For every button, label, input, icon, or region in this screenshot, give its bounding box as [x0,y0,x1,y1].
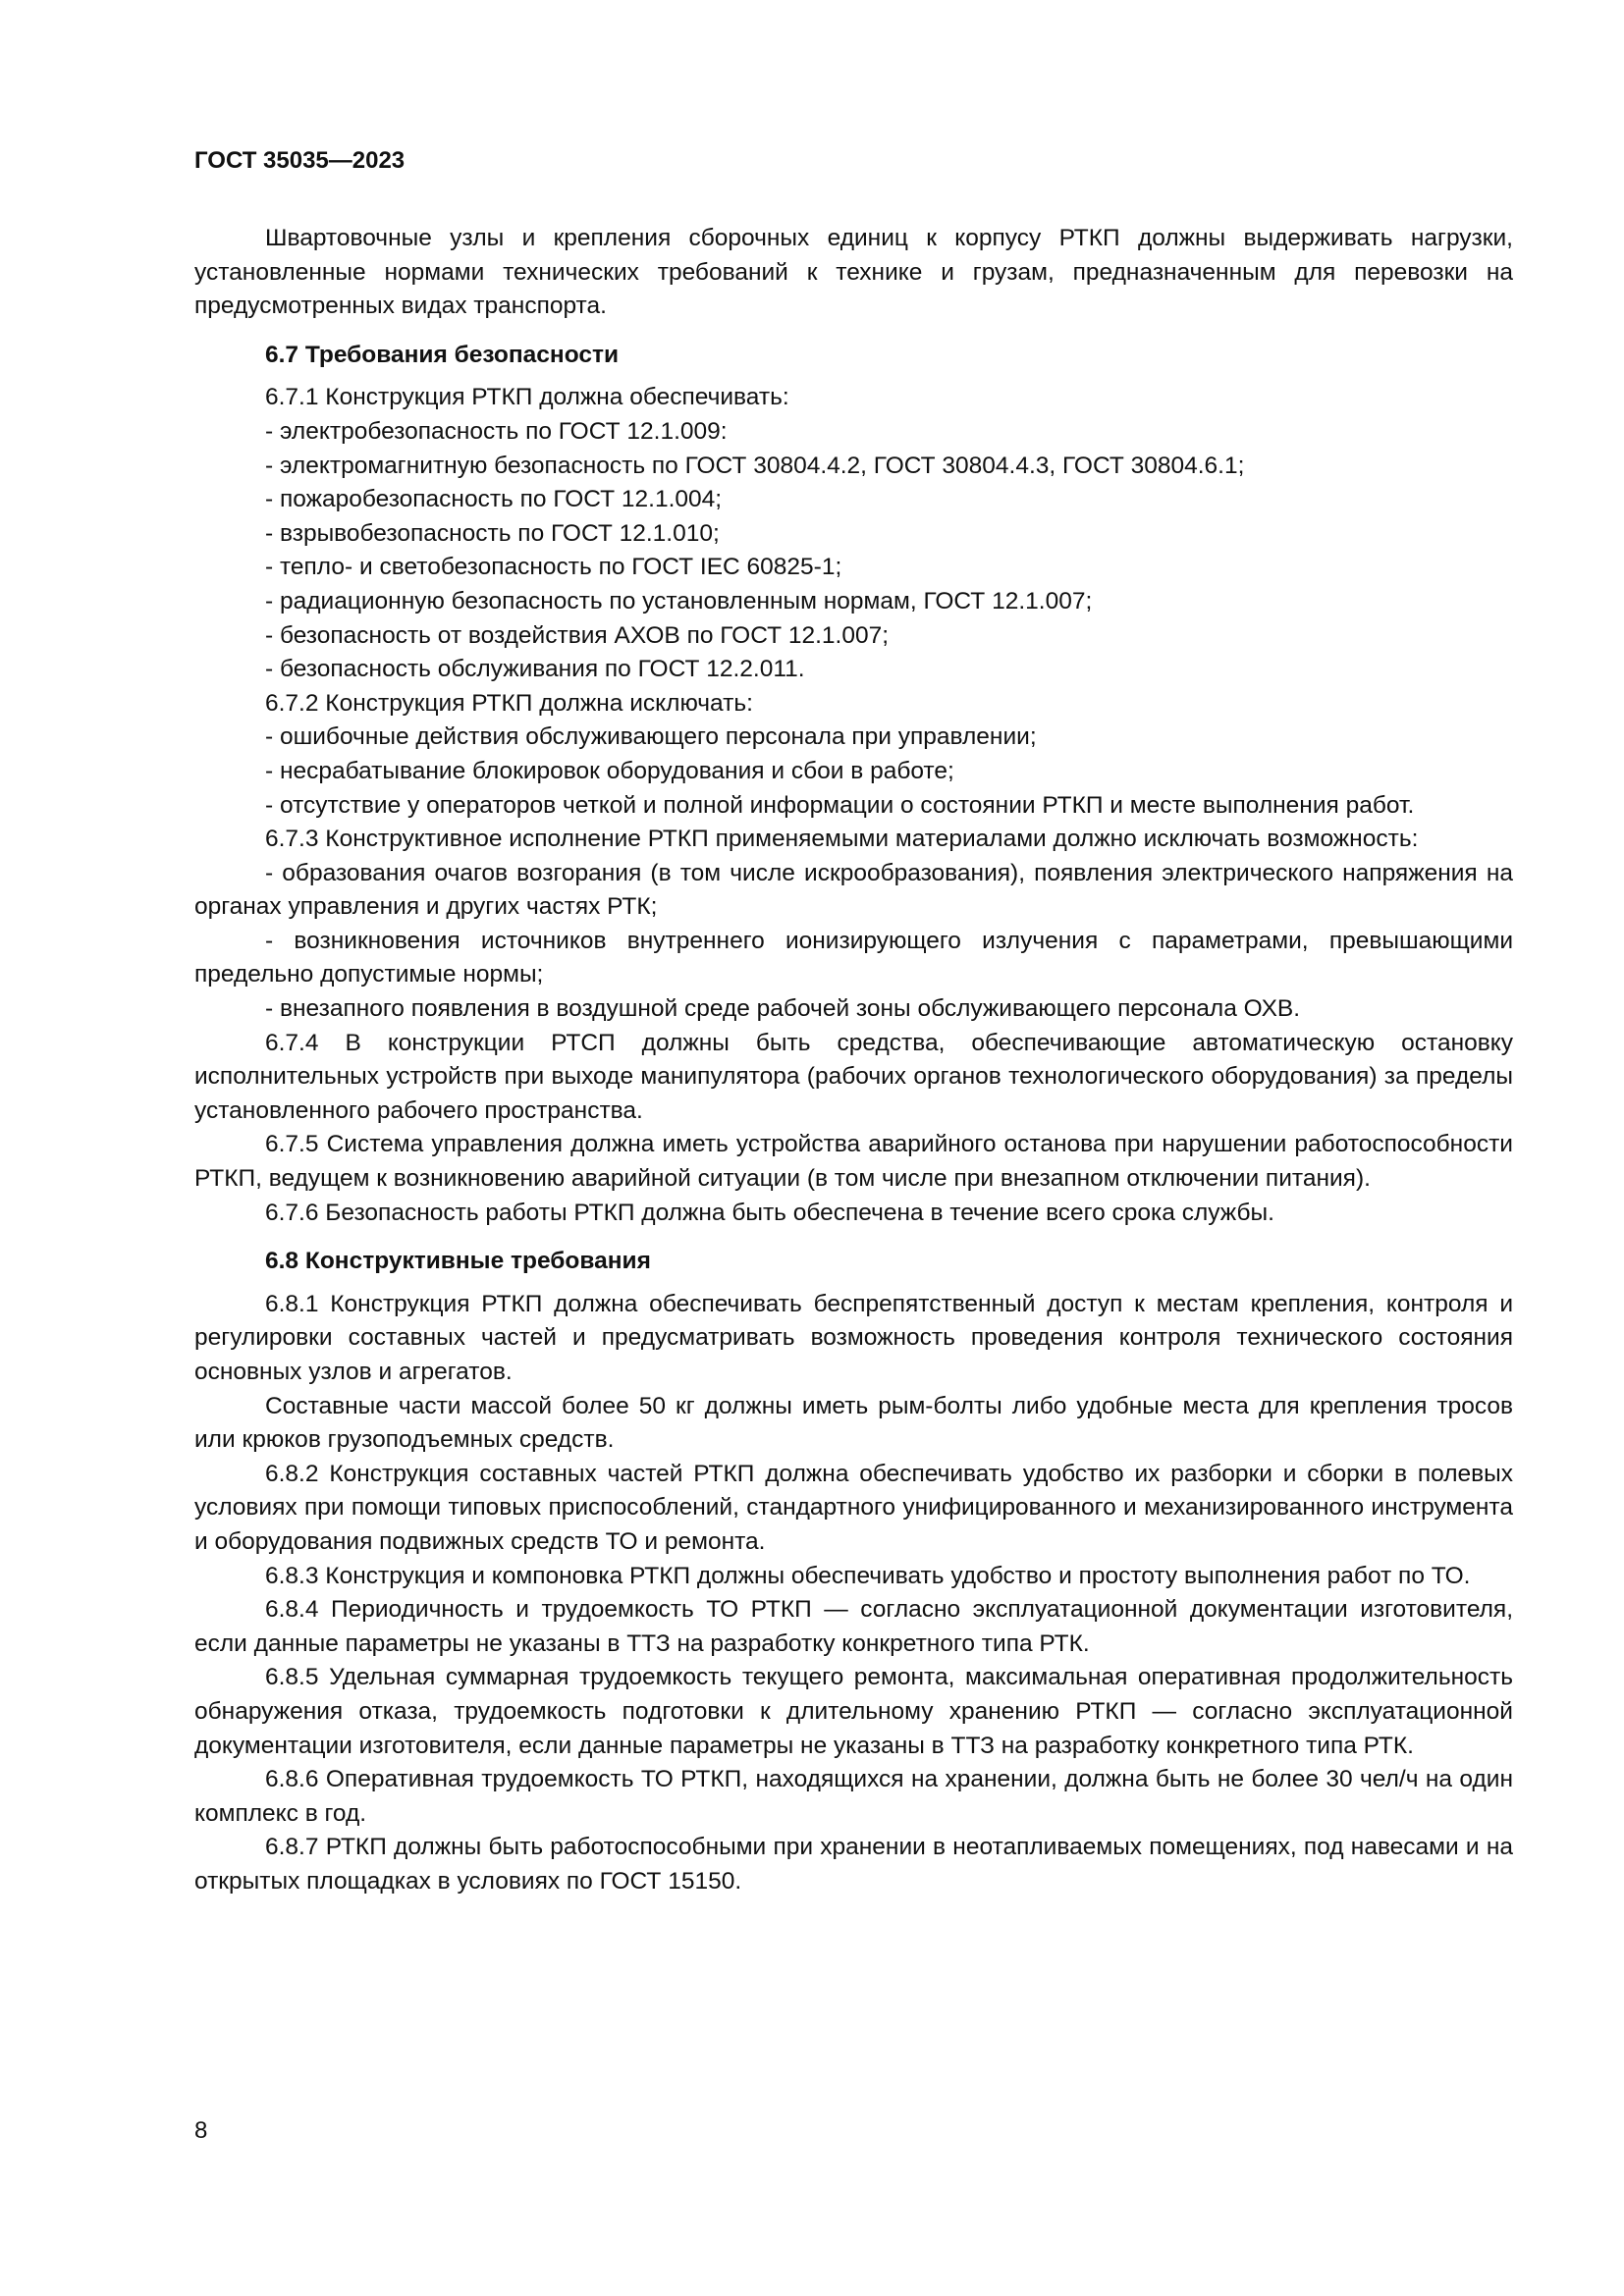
list-item: - образования очагов возгорания (в том числе искрообразования), появления электрического напряжения на органах управления и других частях РТК; [194,859,1513,921]
list-item: - внезапного появления в воздушной среде рабочей зоны обслуживающего персонала ОХВ. [265,995,1301,1023]
paragraph-6-8-6: 6.8.6 Оперативная трудоемкость ТО РТКП, находящихся на хранении, должна быть не более 30 чел/ч на один комплекс в год. [194,1766,1513,1827]
list-item: - безопасность обслуживания по ГОСТ 12.2.011. [265,656,805,683]
paragraph-6-7-1: 6.7.1 Конструкция РТКП должна обеспечивать: [265,384,789,411]
section-6-8-title: 6.8 Конструктивные требования [265,1248,651,1275]
list-item: - взрывобезопасность по ГОСТ 12.1.010; [265,519,720,547]
document-header: ГОСТ 35035—2023 [194,147,406,174]
list-item: - несрабатывание блокировок оборудования и сбои в работе; [265,757,954,784]
paragraph-6-7-2: 6.7.2 Конструкция РТКП должна исключать: [265,689,753,717]
list-item: - пожаробезопасность по ГОСТ 12.1.004; [265,486,723,513]
intro-paragraph: Швартовочные узлы и крепления сборочных единиц к корпусу РТКП должны выдерживать нагрузки, установленные нормами технических требований к технике и грузам, предназначенным для перевозки на предусмотренных видах транспорта. [194,225,1513,320]
list-item: - возникновения источников внутреннего ионизирующего излучения с параметрами, превышающими предельно допустимые нормы; [194,927,1513,988]
paragraph-6-7-5: 6.7.5 Система управления должна иметь устройства аварийного останова при нарушении работоспособности РТКП, ведущем к возникновению аварийной ситуации (в том числе при внезапном отключении питания). [194,1131,1513,1193]
document-body [194,222,1513,1899]
paragraph-6-7-6: 6.7.6 Безопасность работы РТКП должна быть обеспечена в течение всего срока службы. [265,1199,1274,1226]
paragraph-6-8-3: 6.8.3 Конструкция и компоновка РТКП должны обеспечивать удобство и простоту выполнения работ по ТО. [265,1562,1471,1589]
list-item: - безопасность от воздействия АХОВ по ГОСТ 12.1.007; [265,621,890,649]
paragraph-6-8-4: 6.8.4 Периодичность и трудоемкость ТО РТКП — согласно эксплуатационной документации изготовителя, если данные параметры не указаны в ТТЗ на разработку конкретного типа РТК. [194,1596,1513,1657]
page-number: 8 [194,2117,208,2144]
section-6-7-title: 6.7 Требования безопасности [265,341,620,368]
list-item: - тепло- и светобезопасность по ГОСТ IEC 60825-1; [265,554,842,581]
paragraph-6-8-1-continued: Составные части массой более 50 кг должны иметь рым-болты либо удобные места для крепления тросов или крюков грузоподъемных средств. [194,1392,1513,1454]
list-item: - радиационную безопасность по установленным нормам, ГОСТ 12.1.007; [265,587,1093,614]
list-item: - ошибочные действия обслуживающего персонала при управлении; [265,723,1037,751]
paragraph-6-7-4: 6.7.4 В конструкции РТСП должны быть средства, обеспечивающие автоматическую остановку исполнительных устройств при выходе манипулятора (рабочих органов технологического оборудования) за пределы установленного рабочего пространства. [194,1029,1513,1124]
paragraph-6-7-3: 6.7.3 Конструктивное исполнение РТКП применяемыми материалами должно исключать возможность: [265,826,1419,853]
paragraph-6-8-7: 6.8.7 РТКП должны быть работоспособными при хранении в неотапливаемых помещениях, под навесами и на открытых площадках в условиях по ГОСТ 15150. [194,1834,1513,1895]
list-item: - отсутствие у операторов четкой и полной информации о состоянии РТКП и месте выполнения работ. [265,791,1415,819]
paragraph-6-8-1: 6.8.1 Конструкция РТКП должна обеспечивать беспрепятственный доступ к местам крепления, контроля и регулировки составных частей и предусматривать возможность проведения контроля технического состояния основных узлов и агрегатов. [194,1290,1513,1385]
list-item: - электромагнитную безопасность по ГОСТ 30804.4.2, ГОСТ 30804.4.3, ГОСТ 30804.6.1; [265,452,1245,479]
paragraph-6-8-5: 6.8.5 Удельная суммарная трудоемкость текущего ремонта, максимальная оперативная продолжительность обнаружения отказа, трудоемкость подготовки к длительному хранению РТКП — согласно эксплуатационной документации изготовителя, если данные параметры не указаны в ТТЗ на разработку конкретного типа РТК. [194,1664,1513,1759]
paragraph-6-8-2: 6.8.2 Конструкция составных частей РТКП должна обеспечивать удобство их разборки и сборки в полевых условиях при помощи типовых приспособлений, стандартного унифицированного и механизированного инструмента и оборудования подвижных средств ТО и ремонта. [194,1460,1513,1555]
list-item: - электробезопасность по ГОСТ 12.1.009: [265,417,728,445]
